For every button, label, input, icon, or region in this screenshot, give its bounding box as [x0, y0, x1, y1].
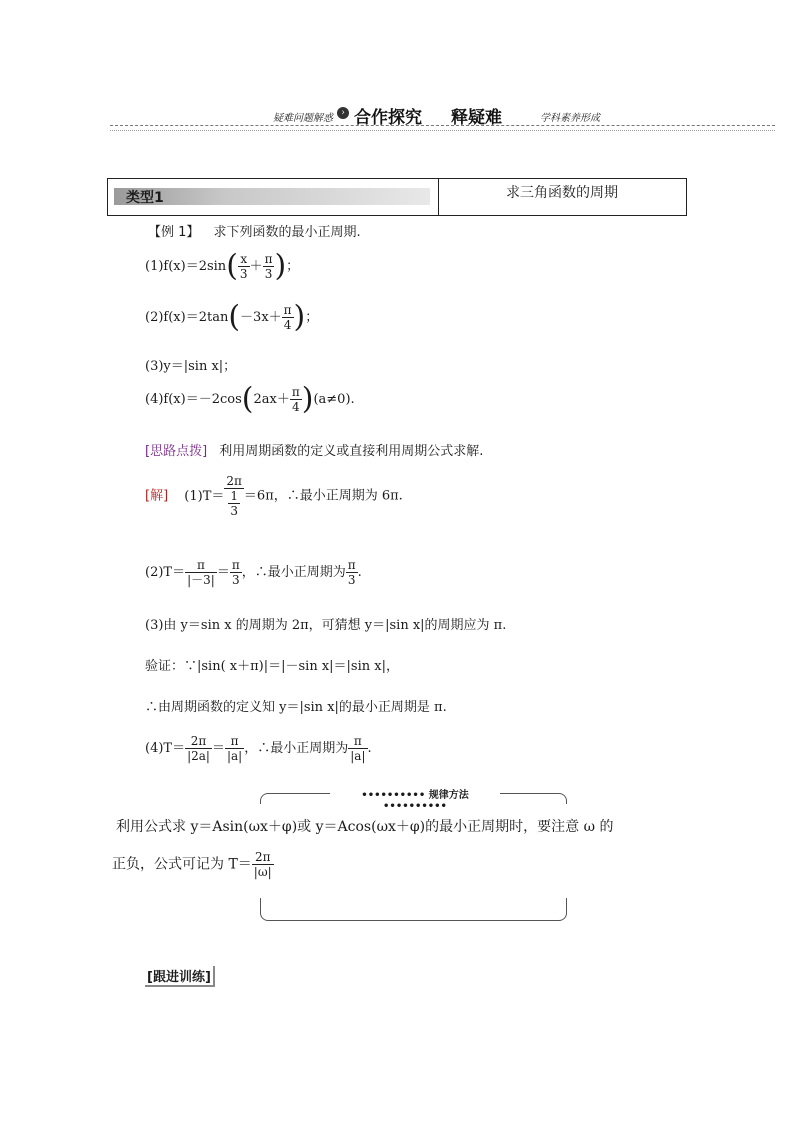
example-prompt: 求下列函数的最小正周期. [213, 225, 361, 240]
arrow-circle-icon: › [337, 107, 349, 119]
item-1-prefix: (1)f(x)＝2sin [145, 259, 227, 274]
type-label-cell [108, 179, 439, 215]
type-label: 类型1 [126, 190, 164, 206]
solution-3-verify: 验证：∵|sin( x＋π)|＝|－sin x|＝|sin x|， [145, 659, 399, 674]
solution-3-conclusion: ∴由周期函数的定义知 y＝|sin x|的最小正周期是 π. [145, 700, 447, 715]
item-2: (2)f(x)＝2tan(－3x＋ $\frac{\pi}{4}$ )； [145, 299, 319, 335]
left-paren: ( [226, 248, 238, 284]
item-3: (3)y＝|sin x|； [145, 359, 237, 374]
right-paren: ) [274, 248, 287, 284]
item-1-frac-b: $\frac{\pi}{3}$ [264, 252, 273, 281]
item-1: (1)f(x)＝2sin( $\frac{x}{3}$ ＋ $\frac{\pi}{3}$ )； [145, 248, 300, 284]
method-title: •••••••••• 规律方法 •••••••••• [330, 786, 500, 812]
solution-1: [解] (1)T＝ $\frac{2\pi}{\frac{1}{3}}$ ＝6π，∴最小正周期为 6π. [145, 474, 403, 518]
method-line-2: 正负，公式可记为 T＝ $\frac{2\pi}{|\omega|}$ [112, 850, 272, 879]
section-header [110, 103, 775, 129]
type-box [107, 178, 687, 216]
method-box-bottom [260, 898, 567, 921]
method-frac: $\frac{2\pi}{|\omega|}$ [253, 850, 272, 879]
solution-3: (3)由 y＝sin x 的周期为 2π，可猜想 y＝|sin x|的周期应为 π. [145, 618, 507, 633]
hint-line [145, 440, 483, 459]
method-box [260, 790, 567, 921]
item-4: (4)f(x)＝－2cos(2ax＋ $\frac{\pi}{4}$ )(a≠0). [145, 381, 355, 417]
header-title-a: 合作探究 [354, 108, 422, 128]
follow-up-label: [跟进训练] [145, 966, 215, 987]
item-2-prefix: (2)f(x)＝2tan [145, 310, 229, 325]
solution-4: (4)T＝ $\frac{2\pi}{|2a|}$ ＝ $\frac{\pi}{|a|}$ ，∴最小正周期为 $\frac{\pi}{|a|}$ . [145, 734, 372, 763]
header-divider [110, 125, 775, 131]
header-left-subtitle: 疑难问题解惑 [273, 113, 333, 124]
hint-text: 利用周期函数的定义或直接利用周期公式求解. [219, 444, 484, 459]
header-title-b: 释疑难 [451, 108, 502, 128]
solution-tag: [解] [145, 488, 169, 504]
type-topic: 求三角函数的周期 [506, 185, 618, 201]
item-4-frac: $\frac{\pi}{4}$ [291, 385, 300, 414]
item-4-prefix: (4)f(x)＝－2cos [145, 392, 242, 407]
item-1-frac-a: $\frac{x}{3}$ [239, 252, 248, 281]
method-line-1: 利用公式求 y＝Asin(ωx＋φ)或 y＝Acos(ωx＋φ)的最小正周期时，要注意 ω 的 [116, 819, 614, 835]
hint-tag: [思路点拨] [145, 444, 208, 459]
solution-1-frac: $\frac{2\pi}{\frac{1}{3}}$ [226, 474, 242, 518]
item-2-frac: $\frac{\pi}{4}$ [283, 303, 292, 332]
header-right-subtitle: 学科素养形成 [540, 113, 600, 124]
solution-2: (2)T＝ $\frac{\pi}{|-3|}$ ＝ $\frac{\pi}{3}$ ，∴最小正周期为 $\frac{\pi}{3}$ . [145, 558, 362, 587]
example-heading [148, 221, 361, 240]
example-tag: 【例 1】 [148, 225, 200, 240]
